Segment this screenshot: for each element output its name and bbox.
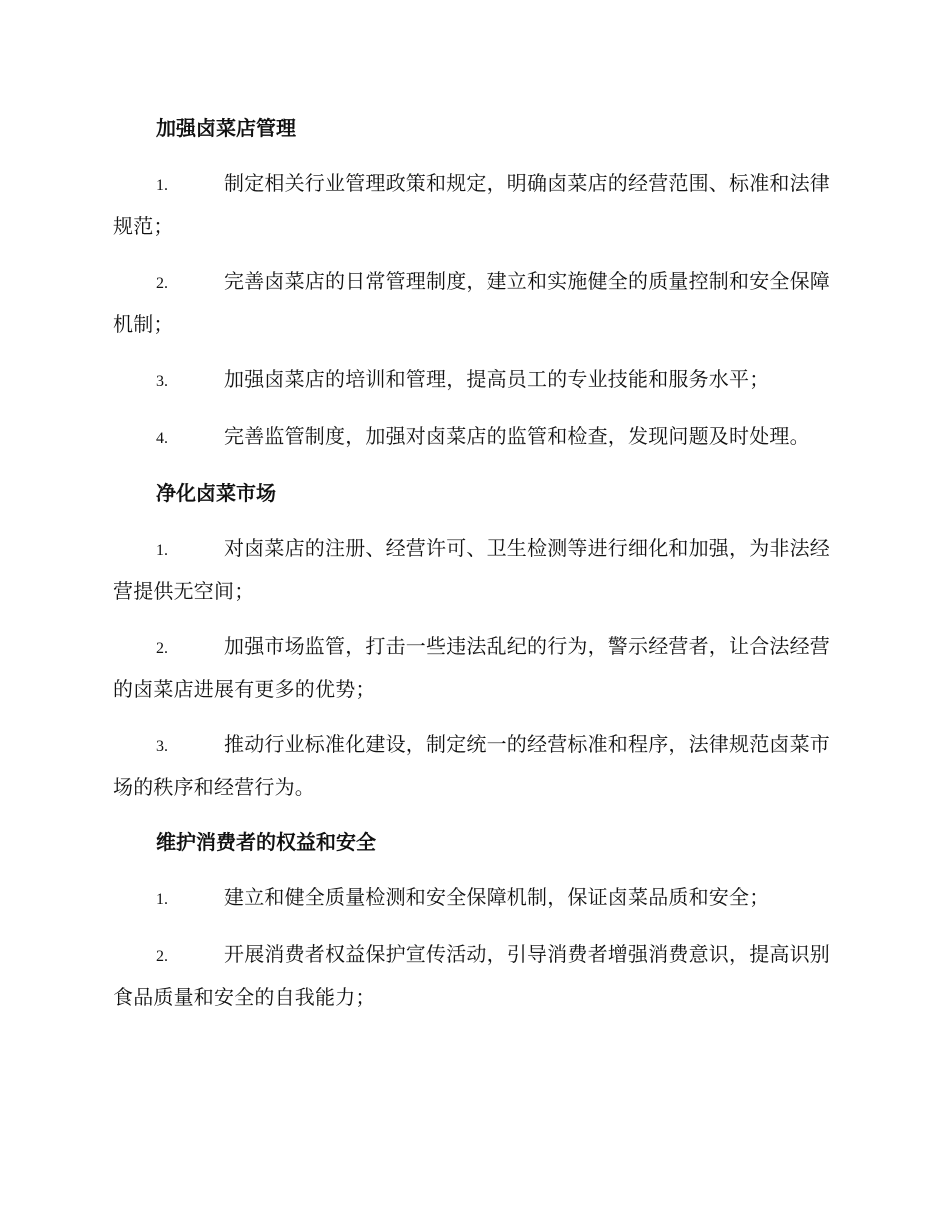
- item-text: 推动行业标准化建设，制定统一的经营标准和程序，法律规范卤菜市场的秩序和经营行为。: [113, 732, 830, 799]
- item-text: 制定相关行业管理政策和规定，明确卤菜店的经营范围、标准和法律规范；: [113, 171, 830, 238]
- list-item: [113, 416, 835, 459]
- item-text: 加强卤菜店的培训和管理，提高员工的专业技能和服务水平；: [224, 367, 770, 391]
- list-item: [113, 724, 835, 808]
- item-number: 3.: [156, 738, 168, 755]
- item-text: 完善卤菜店的日常管理制度，建立和实施健全的质量控制和安全保障机制；: [113, 269, 830, 336]
- item-number: 1.: [156, 177, 168, 194]
- section-consumer-rights: [113, 822, 835, 1018]
- section-heading: 维护消费者的权益和安全: [156, 830, 376, 854]
- item-text: 完善监管制度，加强对卤菜店的监管和检查，发现问题及时处理。: [224, 424, 810, 448]
- item-text: 开展消费者权益保护宣传活动，引导消费者增强消费意识，提高识别食品质量和安全的自我能力；: [113, 942, 830, 1009]
- list-item: [113, 626, 835, 710]
- list-item: [113, 163, 835, 247]
- list-item: [113, 877, 835, 920]
- item-number: 2.: [156, 948, 168, 965]
- section-market-purification: [113, 473, 835, 808]
- item-number: 2.: [156, 640, 168, 657]
- item-number: 4.: [156, 430, 168, 447]
- list-item: [113, 528, 835, 612]
- list-item: [113, 261, 835, 345]
- section-heading: 净化卤菜市场: [156, 481, 276, 505]
- item-number: 2.: [156, 275, 168, 292]
- item-text: 加强市场监管，打击一些违法乱纪的行为，警示经营者，让合法经营的卤菜店进展有更多的优势；: [113, 634, 830, 701]
- document-body: [113, 108, 835, 1032]
- section-store-management: [113, 108, 835, 459]
- item-text: 建立和健全质量检测和安全保障机制，保证卤菜品质和安全；: [224, 885, 770, 909]
- item-number: 1.: [156, 891, 168, 908]
- item-number: 3.: [156, 373, 168, 390]
- section-heading: 加强卤菜店管理: [156, 116, 296, 140]
- item-number: 1.: [156, 542, 168, 559]
- list-item: [113, 934, 835, 1018]
- list-item: [113, 359, 835, 402]
- item-text: 对卤菜店的注册、经营许可、卫生检测等进行细化和加强，为非法经营提供无空间；: [113, 536, 830, 603]
